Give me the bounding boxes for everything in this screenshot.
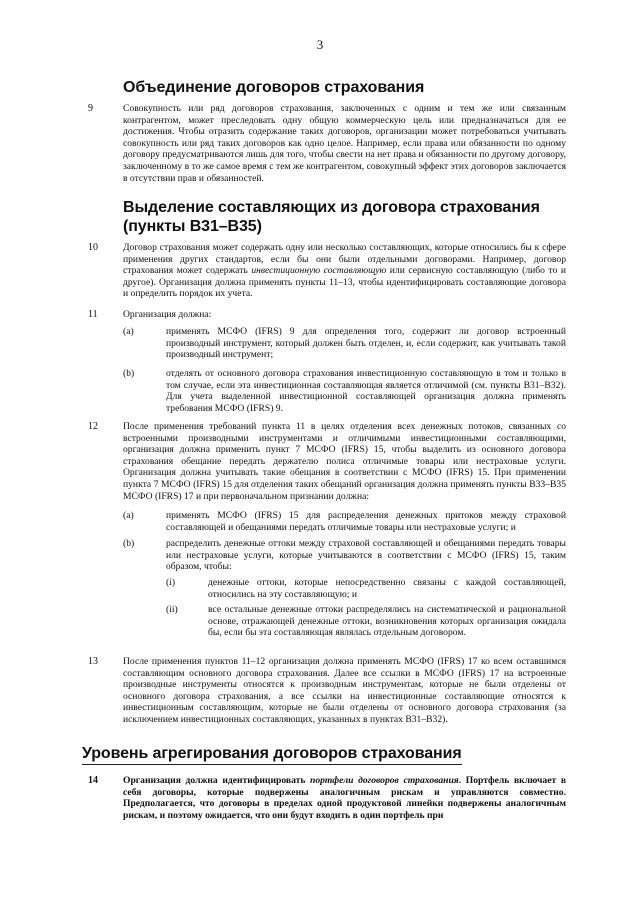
- sublist-label: (ii): [166, 604, 178, 615]
- page-number: 3: [316, 37, 324, 52]
- list-label: (b): [123, 368, 135, 379]
- paragraph-9: Совокупность или ряд договоров страхования, заключенных с одним и тем же или связанным контрагентом, может преследовать одну общую коммерческую цель или предназначаться для ее достижения. Чтобы отразить содержание таких договоров, организации может потребоваться учитывать совокупность или ряд таких договоров как одно целое. Например, если права или обязанности по одному договору предусматриваются лишь для того, чтобы свести на нет права и обязанности по другому договору, заключенному в то же самое время с тем же контрагентом, совокупный эффект этих договоров заключается в отсутствии прав и обязанностей.: [123, 103, 566, 184]
- section-heading-separating: [123, 198, 540, 236]
- list-item: применять МСФО (IFRS) 15 для распределения денежных притоков между страховой составляющей и обещаниями передать отличимые товары или нестраховые услуги; и: [166, 510, 566, 533]
- paragraph-number-10: 10: [88, 242, 98, 253]
- section-heading-combining: Объединение договоров страхования: [123, 79, 425, 96]
- paragraph-12-intro: После применения требований пункта 11 в целях отделения всех денежных потоков, связанных со встроенными производными инструментами и отличимыми инвестиционными составляющими, организация должна применить пункт 7 МСФО (IFRS) 15, чтобы выделить из основного договора страхования обещание передать держателю полиса отличимые товары или нестраховые услуги. Организация должна учитывать такие обещания в соответствии с МСФО (IFRS) 15. При применении пункта 7 МСФО (IFRS) 15 для отделения таких обещаний организация должна применять пункты В33–В35 МСФО (IFRS) 17 и при первоначальном признании должна:: [123, 421, 566, 502]
- section-heading-aggregation: Уровень агрегирования договоров страхования: [82, 744, 462, 765]
- heading-line-2: (пункты В31–В35): [123, 218, 262, 235]
- list-item: применять МСФО (IFRS) 9 для определения того, содержит ли договор встроенный производный инструмент, который должен быть отделен, и, если содержит, как учитывать такой производный инструмент;: [166, 326, 566, 361]
- sublist-label: (i): [166, 577, 176, 588]
- list-item: отделять от основного договора страхования инвестиционную составляющую в том и только в том случае, если эта инвестиционная составляющая является отличимой (см. пункты В31–В32). Для учета выделенной инвестиционной составляющей организация должна применять требования МСФО (IFRS) 9.: [166, 368, 566, 414]
- list-label: (b): [123, 538, 135, 549]
- paragraph-10-text-a: Договор страхования может содержать одну или несколько составляющих, которые относились бы к сфере применения других стандартов, если бы они были отдельными договорами. Например, договор страхования может содержать: [123, 242, 566, 277]
- paragraph-14-text-a: Организация должна идентифицировать: [123, 775, 311, 786]
- list-item: распределить денежные оттоки между страховой составляющей и обещаниями передать товары или нестраховые услуги, которые учитываются в соответствии с МСФО (IFRS) 15, таким образом, чтобы:: [166, 538, 566, 573]
- paragraph-14-italic-term: портфели договоров страхования: [310, 775, 459, 786]
- paragraph-number-14: 14: [88, 775, 98, 786]
- paragraph-10-text-b: или сервисную составляющую (либо то и другое). Организация должна применять пункты 11–13, чтобы идентифицировать составляющие договора и определить порядок их учета.: [123, 265, 566, 300]
- paragraph-10: [123, 242, 566, 300]
- sublist-item: денежные оттоки, которые непосредственно связаны с каждой составляющей, относились на эту составляющую; и: [208, 577, 566, 600]
- paragraph-number-11: 11: [88, 309, 98, 320]
- list-label: (a): [123, 326, 134, 337]
- paragraph-13: После применения пунктов 11–12 организация должна применять МСФО (IFRS) 17 ко всем оставшимся составляющим основного договора страхования. Далее все ссылки в МСФО (IFRS) 17 на встроенные производные инструменты относятся к производным инструментам, которые не были отделены от основного договора страхования, а все ссылки на инвестиционные составляющие относятся к инвестиционным составляющим, которые не были отделены от основного договора страхования (за исключением инвестиционных составляющих, указанных в пунктах В31–В32).: [123, 656, 566, 725]
- paragraph-number-13: 13: [88, 656, 98, 667]
- paragraph-10-italic-term: инвестиционную составляющую: [251, 265, 387, 277]
- heading-line-1: Выделение составляющих из договора страхования: [123, 199, 540, 216]
- sublist-item: все остальные денежные оттоки распределялись на систематической и рациональной основе, отражающей денежные оттоки, возникновения которых организация ожидала бы, если бы эта составляющая являлась отдельным договором.: [208, 604, 566, 639]
- paragraph-number-9: 9: [88, 103, 93, 114]
- paragraph-14: [123, 775, 566, 821]
- paragraph-number-12: 12: [88, 421, 98, 432]
- paragraph-11-intro: Организация должна:: [123, 309, 212, 320]
- list-label: (a): [123, 510, 134, 521]
- paragraph-14-text-b: . Портфель включает в себя договоры, которые подвержены аналогичным рискам и управляются совместно. Предполагается, что договоры в пределах одной продуктовой линейки подвержены аналогичным рискам, и поэтому ожидается, что они будут входить в один портфель при: [123, 775, 567, 821]
